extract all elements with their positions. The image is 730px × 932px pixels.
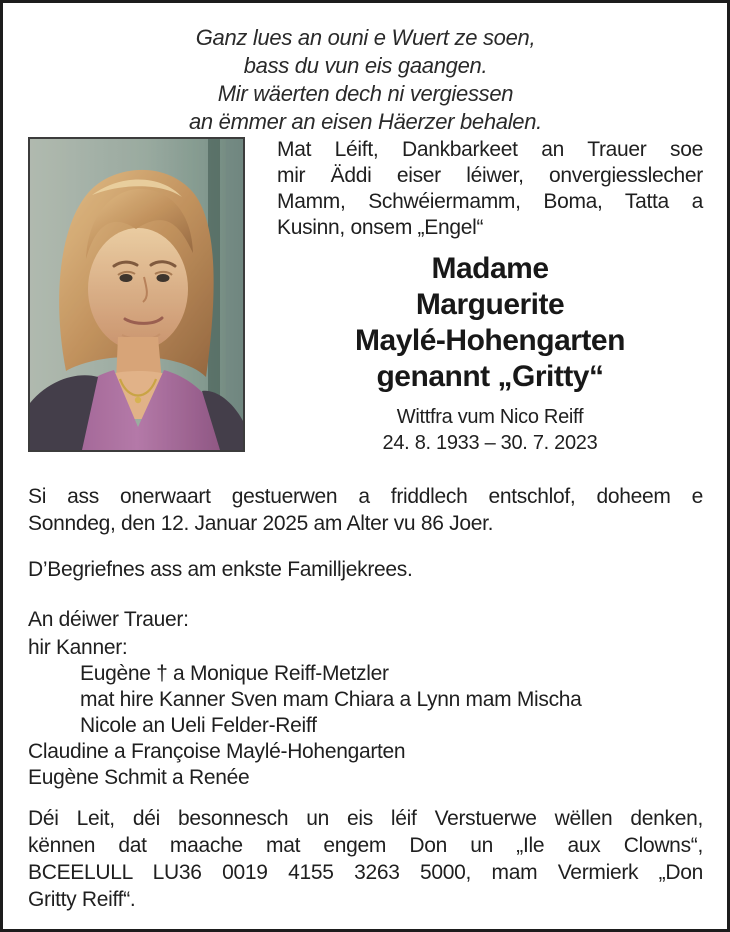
birth-death-dates: 24. 8. 1933 – 30. 7. 2023 <box>382 432 598 454</box>
intro-paragraph <box>277 137 703 241</box>
epigraph-line: Mir wäerten dech ni vergiessen <box>217 81 514 106</box>
notice-right-column <box>277 137 703 455</box>
death-line: Si ass onerwaart gestuerwen a friddlech entschlof, doheem e <box>28 485 703 508</box>
name-last: Maylé-Hohengarten <box>355 324 625 357</box>
epigraph-line: Ganz lues an ouni e Wuert ze soen, <box>195 25 536 50</box>
intro-line: mir Äddi eiser léiwer, onvergiesslecher <box>277 164 703 187</box>
donation-line: Gritty Reiff“. <box>28 888 136 911</box>
intro-line: Mamm, Schwéiermamm, Boma, Tatta a <box>277 190 703 213</box>
intro-line: Mat Léift, Dankbarkeet an Trauer soe <box>277 138 703 161</box>
children-line: Nicole an Ueli Felder-Reiff <box>80 714 317 737</box>
family-line: Claudine a Françoise Maylé-Hohengarten <box>28 740 406 763</box>
children-list <box>28 661 703 739</box>
family-list <box>28 739 703 791</box>
portrait-photo <box>28 137 245 452</box>
funeral-line: D’Begriefnes ass am enkste Familljekrees. <box>28 558 413 581</box>
death-paragraph <box>28 483 703 537</box>
intro-line: Kusinn, onsem „Engel“ <box>277 216 484 239</box>
name-first: Marguerite <box>415 288 565 321</box>
death-line: Sonndeg, den 12. Januar 2025 am Alter vu 86 Joer. <box>28 512 494 535</box>
children-header: hir Kanner: <box>28 636 128 659</box>
mourning-header: An déiwer Trauer: <box>28 608 189 631</box>
donation-line: Déi Leit, déi besonnesch un eis léif Verstuerwe wëllen denken, <box>28 807 703 830</box>
donation-paragraph <box>28 805 703 913</box>
epigraph-poem <box>28 24 703 136</box>
family-line: Eugène Schmit a Renée <box>28 766 250 789</box>
widow-line: Wittfra vum Nico Reiff <box>396 406 584 428</box>
epigraph-line: an ëmmer an eisen Häerzer behalen. <box>188 109 542 134</box>
donation-line: BCEELULL LU36 0019 4155 3263 5000, mam Vermierk „Don <box>28 861 703 884</box>
photo-and-intro-row <box>28 137 703 455</box>
children-line: Eugène † a Monique Reiff-Metzler <box>80 662 389 685</box>
name-nickname: genannt „Gritty“ <box>376 360 604 393</box>
epigraph-line: bass du vun eis gaangen. <box>243 53 488 78</box>
donation-line: kënnen dat maache mat engem Don un „Ile aux Clowns“, <box>28 834 703 857</box>
deceased-name <box>277 251 703 395</box>
children-line: mat hire Kanner Sven mam Chiara a Lynn mam Mischa <box>80 688 582 711</box>
name-title: Madame <box>431 252 549 285</box>
